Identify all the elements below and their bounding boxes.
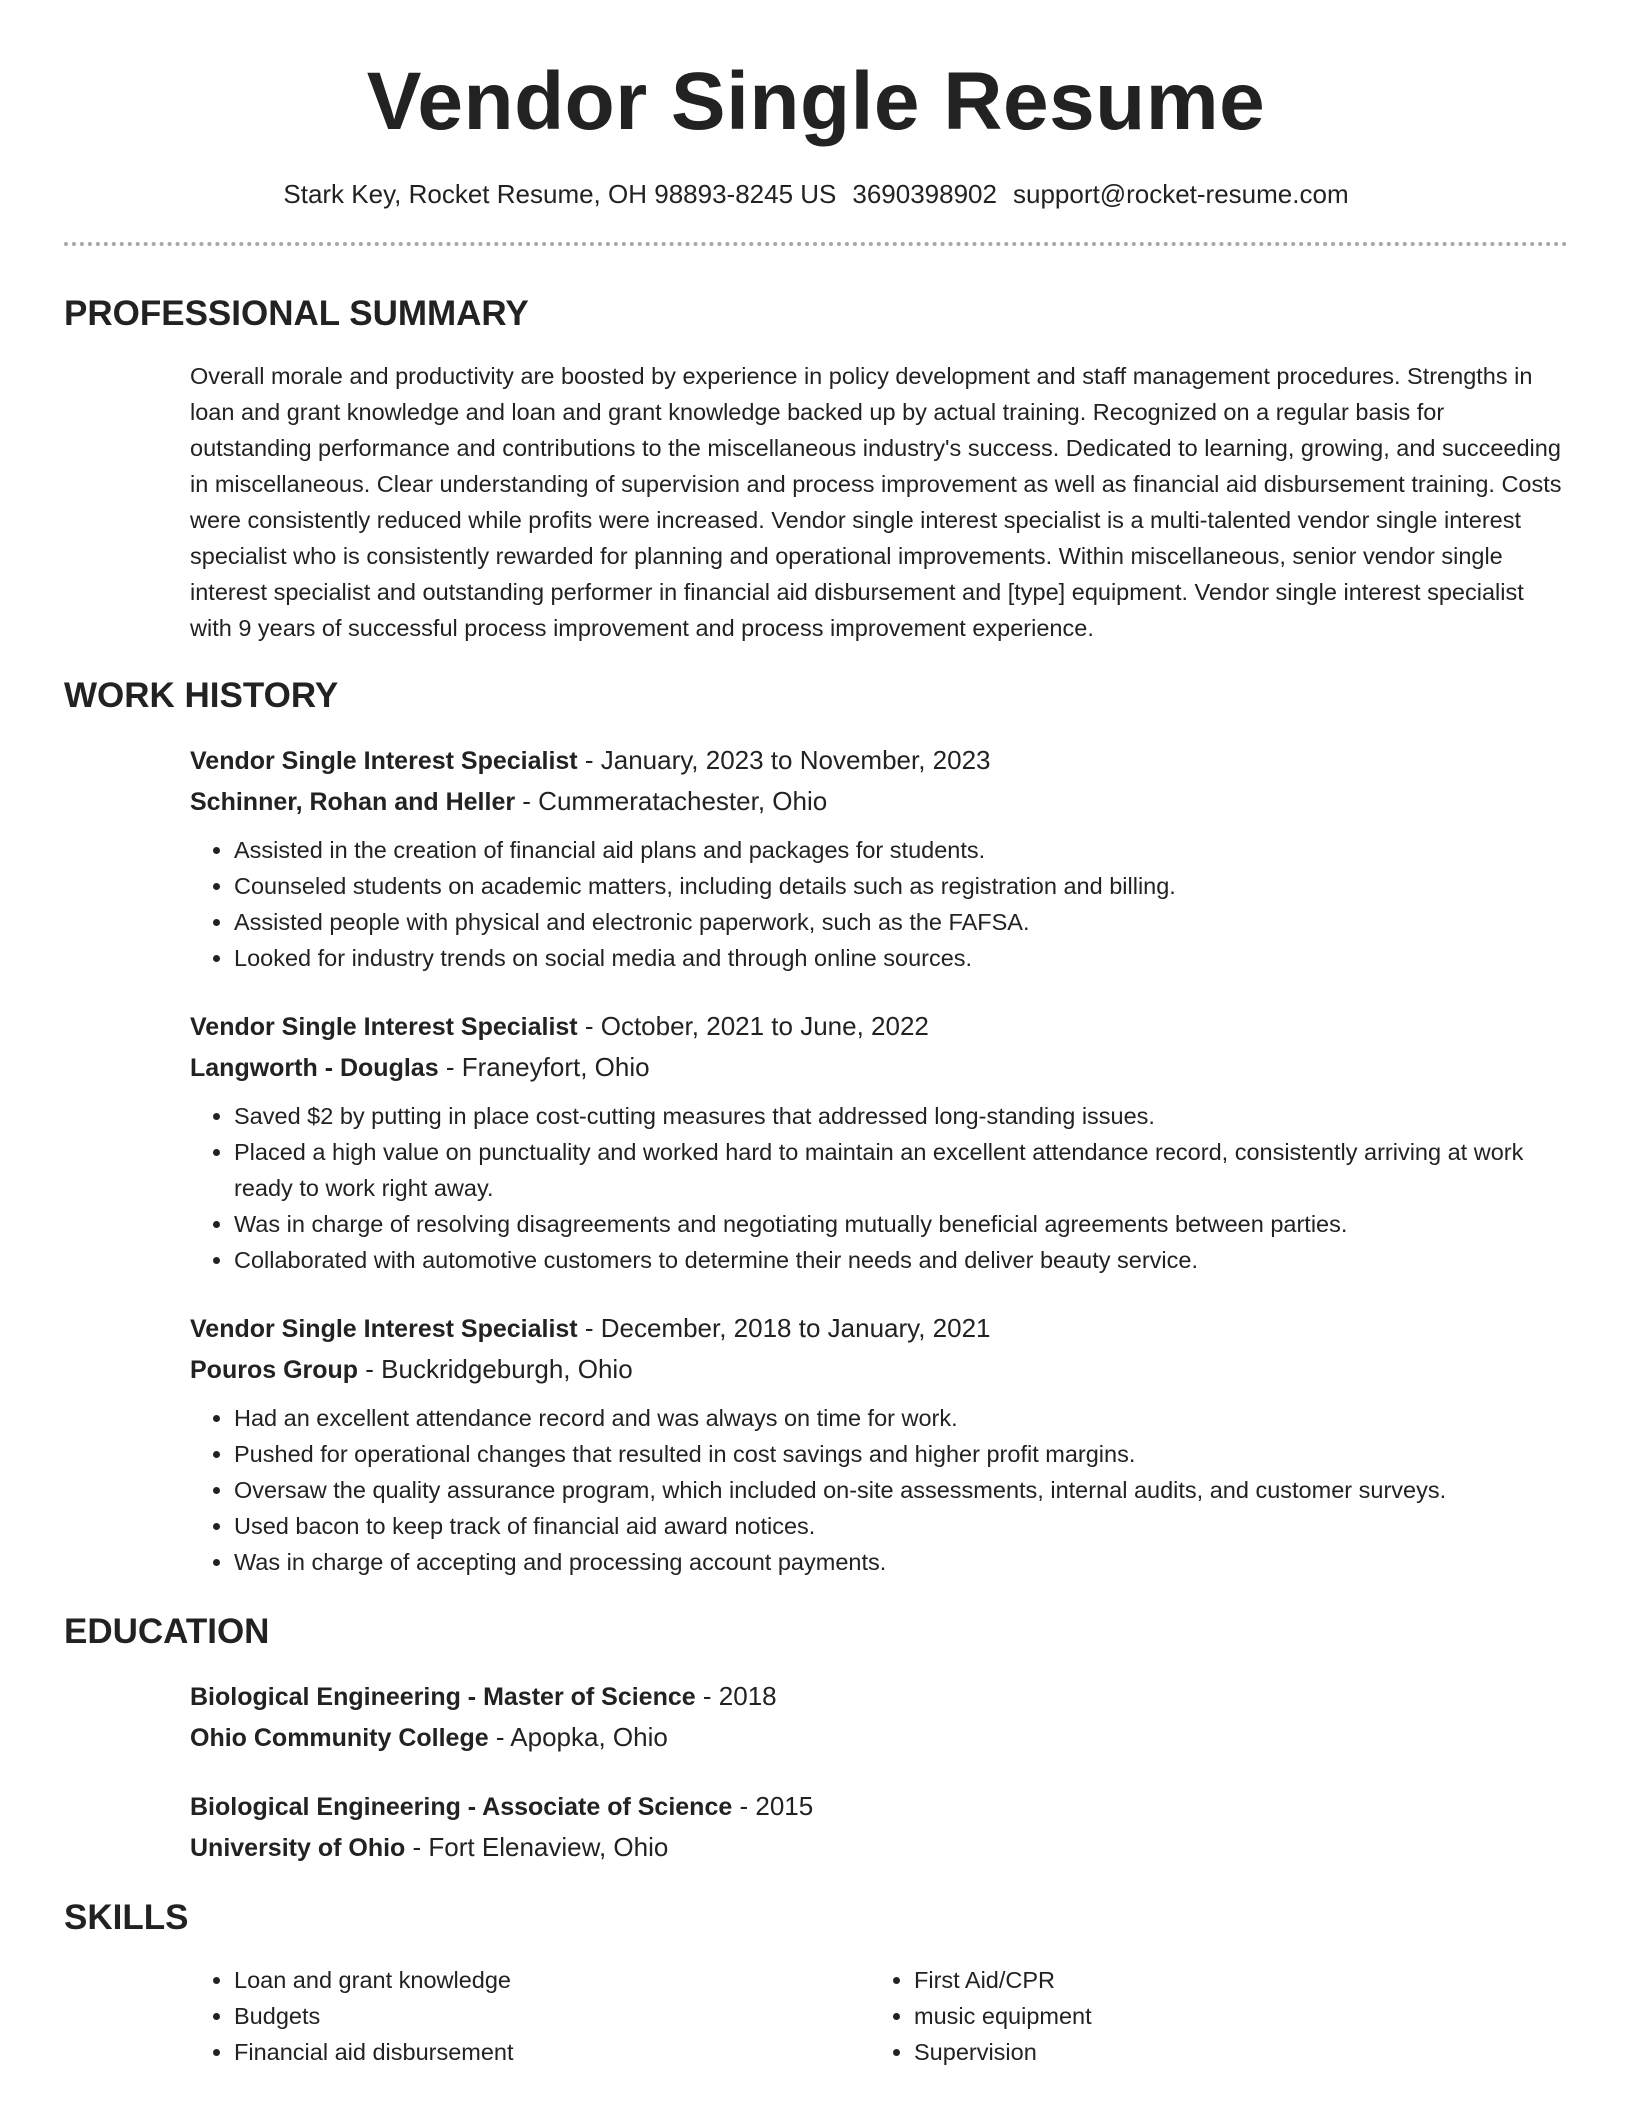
summary-section [64,292,1568,646]
job-company-line [190,1047,1568,1088]
skill-item: • Budgets [234,1998,870,2034]
education-body [190,1676,1568,1868]
education-title: EDUCATION [64,1612,270,1651]
education-school-line [190,1717,1568,1758]
education-degree: Biological Engineering - Associate of Science [190,1793,733,1821]
contact-line [64,176,1568,212]
job-bullets [190,1400,1568,1580]
job-entry [190,1308,1568,1580]
work-history-section [64,674,1568,1580]
job-title-line [190,1308,1568,1349]
education-year: - 2015 [732,1791,814,1821]
education-section [64,1610,1568,1868]
header-divider [64,242,1568,246]
job-location: - Cummeratachester, Ohio [515,786,828,816]
job-dates: - January, 2023 to November, 2023 [577,745,991,775]
job-bullet: • Placed a high value on punctuality and worked hard to maintain an excellent attendance record, consistently arriving at work ready to work right away. [234,1134,1568,1206]
job-bullet: • Was in charge of resolving disagreements and negotiating mutually beneficial agreements between parties. [234,1206,1568,1242]
summary-body [190,358,1568,646]
resume-header [64,0,1568,246]
skills-section [64,1896,1568,2070]
job-title-line [190,740,1568,781]
job-bullet: • Saved $2 by putting in place cost-cutting measures that addressed long-standing issues. [234,1098,1568,1134]
skills-title: SKILLS [64,1898,189,1937]
contact-address: Stark Key, Rocket Resume, OH 98893-8245 US [283,179,837,209]
skill-item: • First Aid/CPR [914,1962,1550,1998]
job-dates: - December, 2018 to January, 2021 [577,1313,991,1343]
skill-item: • music equipment [914,1998,1550,2034]
education-entry [190,1786,1568,1868]
skills-body [190,1962,1568,2070]
job-bullets [190,832,1568,976]
job-bullet: • Counseled students on academic matters, including details such as registration and billing. [234,868,1568,904]
skill-item: • Financial aid disbursement [234,2034,870,2070]
education-school: University of Ohio [190,1834,406,1862]
job-role: Vendor Single Interest Specialist [190,1013,578,1041]
education-entry [190,1676,1568,1758]
job-bullet: • Collaborated with automotive customers to determine their needs and deliver beauty service. [234,1242,1568,1278]
job-bullet: • Pushed for operational changes that resulted in cost savings and higher profit margins. [234,1436,1568,1472]
contact-phone: 3690398902 [852,179,997,209]
contact-email: support@rocket-resume.com [1012,179,1349,209]
education-school: Ohio Community College [190,1724,489,1752]
education-location: - Fort Elenaview, Ohio [405,1832,669,1862]
job-bullet: • Used bacon to keep track of financial aid award notices. [234,1508,1568,1544]
job-entry [190,1006,1568,1278]
skill-item: • Loan and grant knowledge [234,1962,870,1998]
job-title-line [190,1006,1568,1047]
skills-list-right [870,1962,1550,2070]
job-location: - Buckridgeburgh, Ohio [358,1354,633,1384]
job-bullet: • Oversaw the quality assurance program, which included on-site assessments, internal audits, and customer surveys. [234,1472,1568,1508]
job-location: - Franeyfort, Ohio [438,1052,650,1082]
job-dates: - October, 2021 to June, 2022 [577,1011,929,1041]
education-location: - Apopka, Ohio [488,1722,668,1752]
work-history-title: WORK HISTORY [64,676,339,715]
skills-list-left [190,1962,870,2070]
candidate-name: Vendor Single Resume [366,56,1266,147]
education-school-line [190,1827,1568,1868]
job-company: Langworth - Douglas [190,1054,439,1082]
summary-text: Overall morale and productivity are boosted by experience in policy development and staff management procedures. Strengths in loan and grant knowledge and loan and grant knowledge backed up by actual training. Recognized on a regular basis for outstanding performance and contributions to the miscellaneous industry's success. Dedicated to learning, growing, and succeeding in miscellaneous. Clear understanding of supervision and process improvement as well as financial aid disbursement training. Costs were consistently reduced while profits were increased. Vendor single interest specialist is a multi-talented vendor single interest specialist who is consistently rewarded for planning and operational improvements. Within miscellaneous, senior vendor single interest specialist and outstanding performer in financial aid disbursement and [type] equipment. Vendor single interest specialist with 9 years of successful process improvement and process improvement experience. [190,363,1562,641]
job-bullet: • Assisted in the creation of financial aid plans and packages for students. [234,832,1568,868]
summary-title: PROFESSIONAL SUMMARY [64,294,529,333]
job-company: Pouros Group [190,1356,359,1384]
job-bullets [190,1098,1568,1278]
education-degree-line [190,1786,1568,1827]
job-company: Schinner, Rohan and Heller [190,788,516,816]
job-bullet: • Assisted people with physical and electronic paperwork, such as the FAFSA. [234,904,1568,940]
job-company-line [190,781,1568,822]
job-role: Vendor Single Interest Specialist [190,1315,578,1343]
job-role: Vendor Single Interest Specialist [190,747,578,775]
education-degree-line [190,1676,1568,1717]
work-history-body [190,740,1568,1580]
skill-item: • Supervision [914,2034,1550,2070]
job-entry [190,740,1568,976]
job-bullet: • Had an excellent attendance record and was always on time for work. [234,1400,1568,1436]
job-bullet: • Looked for industry trends on social media and through online sources. [234,940,1568,976]
job-company-line [190,1349,1568,1390]
education-year: - 2018 [695,1681,777,1711]
education-degree: Biological Engineering - Master of Science [190,1683,696,1711]
job-bullet: • Was in charge of accepting and processing account payments. [234,1544,1568,1580]
